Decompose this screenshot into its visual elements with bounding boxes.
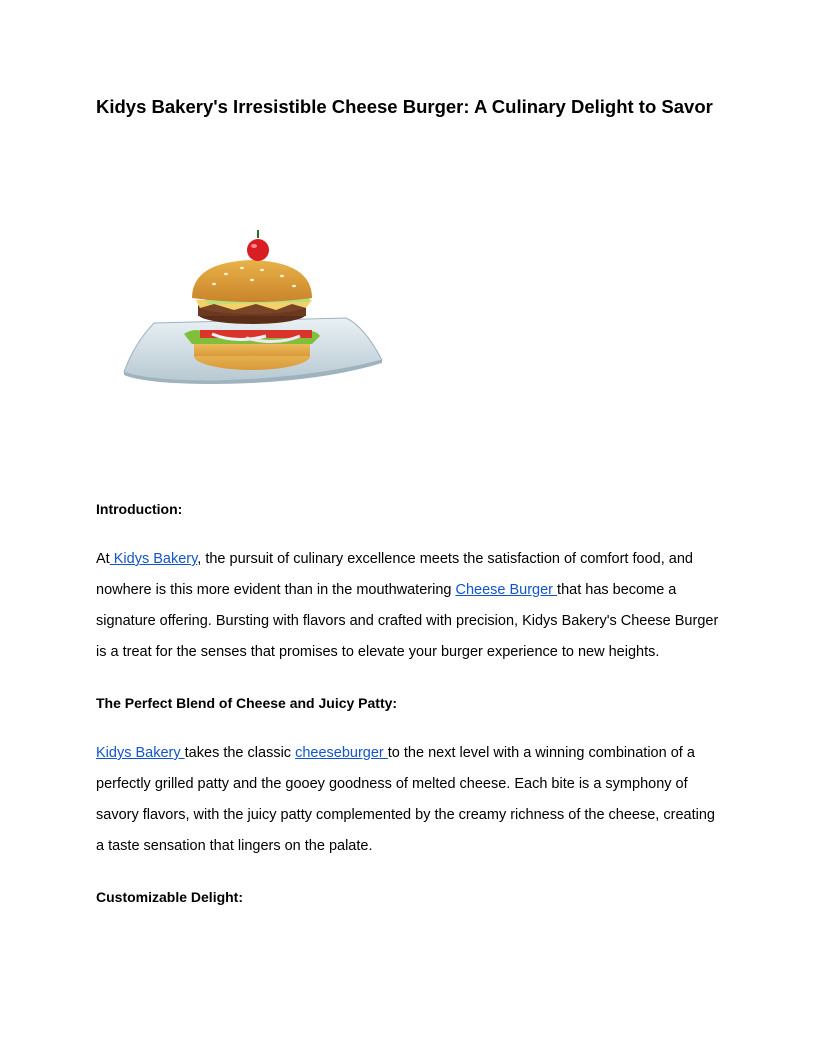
intro-text-2: , the pursuit of culinary excellence meets the satisfaction of comfort food, and nowhere is this more evident than in the mouthwatering (96, 551, 693, 598)
kidys-bakery-link-2[interactable]: Kidys Bakery (96, 745, 185, 761)
cheese-burger-link[interactable]: Cheese Burger (455, 582, 558, 598)
perfect-blend-heading: The Perfect Blend of Cheese and Juicy Patty: (96, 695, 398, 711)
cheeseburger-link[interactable]: cheeseburger (295, 745, 388, 761)
burger-image (116, 226, 388, 396)
intro-text-1: At (96, 551, 110, 567)
cheeseburger-illustration (116, 226, 388, 396)
introduction-heading: Introduction: (96, 501, 183, 517)
customizable-delight-heading: Customizable Delight: (96, 889, 244, 905)
introduction-paragraph (96, 544, 726, 668)
kidys-bakery-link[interactable]: Kidys Bakery (109, 551, 198, 567)
intro-text-3: that has become a signature offering. Bursting with flavors and crafted with precision, Kidys Bakery's Cheese Burger is a treat for the senses that promises to elevate your burger experience to new heights. (96, 582, 719, 660)
blend-text-1: takes the classic (184, 745, 296, 761)
blend-text-2: to the next level with a winning combination of a perfectly grilled patty and the gooey goodness of melted cheese. Each bite is a symphony of savory flavors, with the juicy patty complemented by the creamy richness of the cheese, creating a taste sensation that lingers on the palate. (96, 745, 715, 854)
perfect-blend-paragraph (96, 738, 726, 862)
article-title: Kidys Bakery's Irresistible Cheese Burger: A Culinary Delight to Savor (96, 96, 713, 117)
